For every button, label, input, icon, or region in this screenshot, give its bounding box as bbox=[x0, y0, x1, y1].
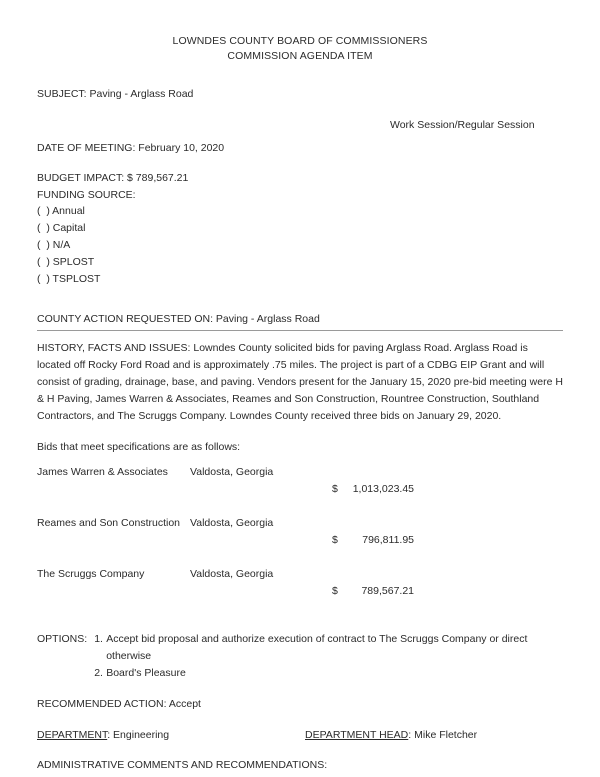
spacer bbox=[37, 682, 563, 696]
bid-amount-value: 1,013,023.45 bbox=[352, 483, 415, 496]
spacer bbox=[37, 425, 563, 439]
session-type-line: Work Session/Regular Session bbox=[390, 118, 535, 131]
table-row bbox=[37, 566, 417, 617]
spacer bbox=[37, 156, 563, 170]
funding-option-capital[interactable]: ( ) Capital bbox=[37, 221, 86, 234]
document-header bbox=[37, 34, 563, 64]
county-action-line: COUNTY ACTION REQUESTED ON: Paving - Arglass Road bbox=[37, 312, 320, 325]
bids-intro-line: Bids that meet specifications are as follows: bbox=[37, 441, 241, 454]
bid-vendor: Reames and Son Construction bbox=[37, 517, 180, 530]
budget-impact-line: BUDGET IMPACT: $ 789,567.21 bbox=[37, 172, 189, 185]
date-of-meeting-line: DATE OF MEETING: February 10, 2020 bbox=[37, 141, 225, 154]
funding-option-splost[interactable]: ( ) SPLOST bbox=[37, 255, 95, 268]
bid-city: Valdosta, Georgia bbox=[190, 517, 274, 530]
spacer bbox=[37, 455, 563, 464]
department-value: : Engineering bbox=[107, 728, 170, 741]
department-label: DEPARTMENT bbox=[37, 728, 108, 741]
funding-option-tsplost[interactable]: ( ) TSPLOST bbox=[37, 272, 101, 285]
funding-source-label: FUNDING SOURCE: bbox=[37, 188, 136, 201]
bid-amount-value: 796,811.95 bbox=[362, 534, 415, 547]
department-head-field bbox=[305, 727, 477, 743]
bid-amount bbox=[297, 566, 417, 617]
table-row bbox=[37, 464, 417, 515]
bid-amount-wrap bbox=[332, 532, 417, 549]
spacer bbox=[37, 743, 563, 757]
bid-amount bbox=[297, 515, 417, 566]
document-content bbox=[37, 34, 563, 773]
bids-table bbox=[37, 464, 417, 617]
spacer bbox=[37, 331, 563, 340]
options-block bbox=[37, 631, 563, 682]
bid-amount-wrap bbox=[332, 583, 417, 600]
option-item-2 bbox=[94, 665, 563, 682]
bid-currency-symbol: $ bbox=[332, 534, 338, 547]
funding-option-na[interactable]: ( ) N/A bbox=[37, 238, 71, 251]
county-action-block bbox=[37, 311, 563, 331]
bid-amount bbox=[297, 464, 417, 515]
spacer bbox=[37, 288, 563, 307]
header-line-document-type: COMMISSION AGENDA ITEM bbox=[227, 50, 373, 63]
subject-line: SUBJECT: Paving - Arglass Road bbox=[37, 88, 194, 101]
bid-currency-symbol: $ bbox=[332, 483, 338, 496]
history-facts-issues-paragraph: HISTORY, FACTS AND ISSUES: Lowndes County solicited bids for paving Arglass Road. Arglass Road is located off Rocky Ford Road and is approximately .75 miles. The project is part of a CDBG EIP Grant and will consist of grading, drainage, base, and paving. Vendors present for the January 15, 2020 pre-bid meeting were H & H Paving, James Warren & Associates, Reames and Son Construction, Rountree Construction, Southland Contractors, and The Scruggs Company. Lowndes County received three bids on January 29, 2020. bbox=[37, 342, 563, 423]
bid-amount-value: 789,567.21 bbox=[361, 585, 415, 598]
bid-city: Valdosta, Georgia bbox=[190, 466, 274, 479]
spacer bbox=[37, 103, 563, 117]
option-text: Board's Pleasure bbox=[106, 667, 186, 680]
option-number: 1. bbox=[94, 633, 103, 646]
department-field bbox=[37, 727, 169, 743]
option-text: Accept bid proposal and authorize execution of contract to The Scruggs Company or direct bbox=[106, 633, 528, 646]
recommended-action-line: RECOMMENDED ACTION: Accept bbox=[37, 698, 201, 711]
table-row bbox=[37, 515, 417, 566]
funding-option-annual[interactable]: ( ) Annual bbox=[37, 204, 85, 217]
options-label: OPTIONS: bbox=[37, 633, 88, 646]
department-head-label: DEPARTMENT HEAD bbox=[305, 728, 409, 741]
spacer bbox=[37, 617, 563, 631]
bid-city: Valdosta, Georgia bbox=[190, 568, 274, 581]
bid-amount-wrap bbox=[332, 481, 417, 498]
department-head-value: : Mike Fletcher bbox=[408, 728, 478, 741]
option-item-1 bbox=[94, 631, 563, 648]
department-row bbox=[37, 727, 563, 743]
bid-vendor: The Scruggs Company bbox=[37, 568, 145, 581]
options-items bbox=[94, 631, 563, 682]
administrative-comments-label: ADMINISTRATIVE COMMENTS AND RECOMMENDATIONS: bbox=[37, 758, 328, 771]
funding-source-options bbox=[37, 203, 563, 288]
option-number: 2. bbox=[94, 667, 103, 680]
option-continuation: otherwise bbox=[106, 650, 152, 663]
bid-currency-symbol: $ bbox=[332, 585, 338, 598]
spacer bbox=[37, 713, 563, 727]
bid-vendor: James Warren & Associates bbox=[37, 466, 168, 479]
header-line-organization: LOWNDES COUNTY BOARD OF COMMISSIONERS bbox=[172, 35, 428, 47]
